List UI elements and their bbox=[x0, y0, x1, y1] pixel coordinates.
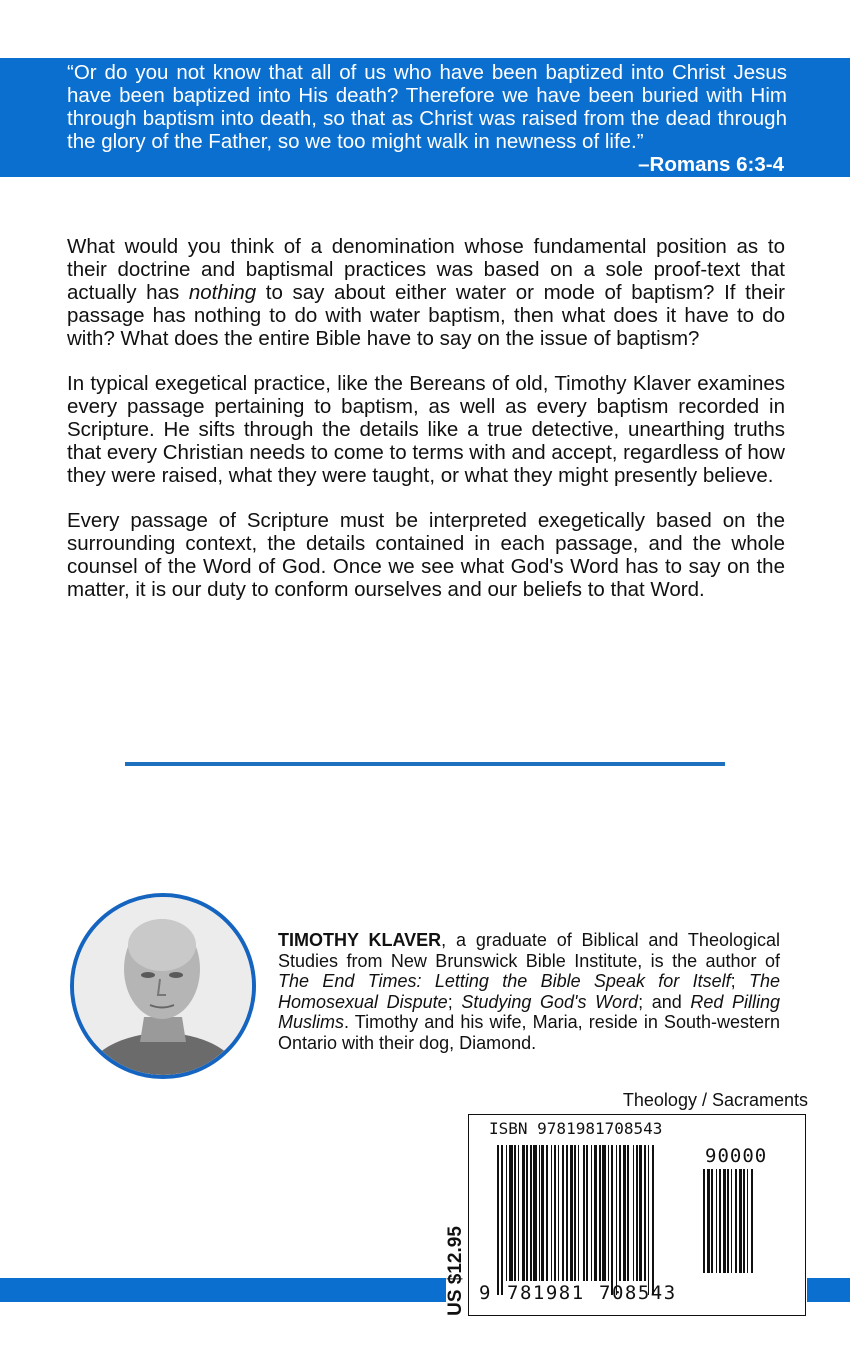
barcode-bar bbox=[566, 1145, 568, 1281]
barcode-bar bbox=[616, 1145, 617, 1295]
barcode-bar bbox=[716, 1169, 717, 1273]
description-paragraph-1 bbox=[67, 235, 785, 350]
barcode-digit-first: 9 bbox=[479, 1282, 492, 1304]
barcode-digits-right: 708543 bbox=[599, 1282, 677, 1304]
barcode-bar bbox=[727, 1169, 729, 1273]
price-addon-label: 90000 bbox=[705, 1145, 768, 1167]
description-paragraph-2: In typical exegetical practice, like the Bereans of old, Timothy Klaver examines every passage pertaining to baptism, as well as every baptism recorded in Scripture. He sifts through the details like a true detective, unearthing truths that every Christian needs to come to terms with and accept, regardless of how they were raised, what they were taught, or what they might presently believe. bbox=[67, 372, 785, 487]
barcode-bar bbox=[731, 1169, 732, 1273]
barcode-bar bbox=[562, 1145, 564, 1281]
barcode-bar bbox=[586, 1145, 588, 1281]
barcode-bar bbox=[619, 1145, 621, 1281]
barcode-bar bbox=[509, 1145, 513, 1281]
barcode-bar bbox=[570, 1145, 573, 1281]
barcode-bar bbox=[743, 1169, 745, 1273]
barcode-bar bbox=[739, 1169, 742, 1273]
barcode-bar bbox=[594, 1145, 597, 1281]
barcode-bar bbox=[522, 1145, 525, 1281]
bottom-band bbox=[807, 1278, 850, 1302]
description-paragraph-3: Every passage of Scripture must be interpreted exegetically based on the surrounding context, the details contained in each passage, and the whole counsel of the Word of God. Once we see what God's Word has to say on the matter, it is our duty to conform ourselves and our beliefs to that Word. bbox=[67, 509, 785, 601]
bio-separator: ; bbox=[447, 991, 462, 1012]
book-title: The End Times: Letting the Bible Speak for Itself bbox=[278, 971, 731, 991]
barcode-bar bbox=[719, 1169, 721, 1273]
barcode-bar bbox=[546, 1145, 548, 1281]
barcode-bar bbox=[623, 1145, 626, 1281]
author-name: TIMOTHY KLAVER bbox=[278, 930, 442, 950]
barcode-bar bbox=[583, 1145, 585, 1281]
barcode-bar bbox=[636, 1145, 638, 1281]
isbn-label: ISBN 9781981708543 bbox=[489, 1119, 663, 1138]
barcode-bar bbox=[627, 1145, 629, 1281]
barcode-bar bbox=[533, 1145, 537, 1281]
barcode-bar bbox=[551, 1145, 552, 1281]
barcode-bar bbox=[747, 1169, 748, 1273]
barcode-bar bbox=[611, 1145, 613, 1295]
description-text: What would you think of a denomination whose fundamental position as to their doctrine and baptismal practices was based on a sole proof-text that actually has bbox=[67, 235, 785, 304]
barcode-bar bbox=[652, 1145, 654, 1295]
barcode-bar bbox=[518, 1145, 519, 1281]
barcode-bar bbox=[608, 1145, 609, 1281]
barcode-bar bbox=[591, 1145, 592, 1281]
barcode-bar bbox=[723, 1169, 726, 1273]
author-photo bbox=[70, 893, 256, 1079]
barcode-bar bbox=[541, 1145, 544, 1281]
bio-text: , a graduate of Biblical and Theological Studies from New Brunswick Bible Institute, is the author of bbox=[278, 930, 780, 971]
description-emphasis: nothing bbox=[188, 281, 257, 304]
barcode-bar bbox=[602, 1145, 606, 1281]
barcode-bar bbox=[735, 1169, 737, 1273]
barcode-bar bbox=[554, 1145, 556, 1281]
category-label: Theology / Sacraments bbox=[622, 1090, 808, 1110]
barcode-bar bbox=[648, 1145, 649, 1295]
barcode-bar bbox=[558, 1145, 559, 1281]
bio-separator: ; bbox=[730, 971, 749, 991]
barcode-bar bbox=[751, 1169, 753, 1273]
barcode-bar bbox=[501, 1145, 503, 1295]
barcode-bar bbox=[578, 1145, 579, 1281]
barcode-bar bbox=[574, 1145, 576, 1281]
book-title: The Homosexual Dispute bbox=[278, 971, 780, 1012]
book-title: Studying God's Word bbox=[461, 991, 639, 1012]
barcode-bar bbox=[539, 1145, 540, 1281]
barcode-box bbox=[468, 1114, 806, 1316]
quote-reference: –Romans 6:3-4 bbox=[638, 153, 784, 176]
quote-banner bbox=[0, 58, 850, 177]
barcode-bar bbox=[703, 1169, 705, 1273]
barcode-digits-left: 781981 bbox=[507, 1282, 585, 1304]
barcode-bar bbox=[497, 1145, 499, 1295]
author-bio bbox=[278, 930, 780, 1053]
barcode-bar bbox=[514, 1145, 516, 1281]
barcode-bar bbox=[526, 1145, 528, 1281]
author-portrait-icon bbox=[74, 897, 252, 1075]
bottom-band bbox=[0, 1278, 446, 1302]
barcode-bar bbox=[599, 1145, 601, 1281]
barcode-bar bbox=[639, 1145, 642, 1281]
barcode-bar bbox=[506, 1145, 507, 1281]
book-description bbox=[67, 235, 785, 623]
book-title: Red Pilling Muslims bbox=[278, 991, 781, 1032]
barcode-bar bbox=[530, 1145, 532, 1281]
barcode-bar bbox=[644, 1145, 646, 1281]
barcode-bar bbox=[711, 1169, 713, 1273]
addon-barcode bbox=[703, 1169, 793, 1279]
barcode-bar bbox=[633, 1145, 634, 1281]
price-label: US $12.95 bbox=[445, 1226, 466, 1316]
description-text: to say about either water or mode of baptism? If their passage has nothing to do with water baptism, then what does it have to do with? What does the entire Bible have to say on the issue of baptism? bbox=[67, 281, 785, 350]
quote-text: “Or do you not know that all of us who have been baptized into Christ Jesus have been baptized into His death? Therefore we have been buried with Him through baptism into death, so that as Christ was raised from the dead through the glory of the Father, so we too might walk in newness of life.” bbox=[67, 61, 787, 153]
section-divider bbox=[125, 762, 725, 766]
bio-separator: ; and bbox=[638, 991, 691, 1012]
barcode-bar bbox=[707, 1169, 710, 1273]
bio-text: . Timothy and his wife, Maria, reside in South-western Ontario with their dog, Diamond. bbox=[278, 1012, 780, 1053]
isbn-barcode bbox=[497, 1145, 693, 1295]
